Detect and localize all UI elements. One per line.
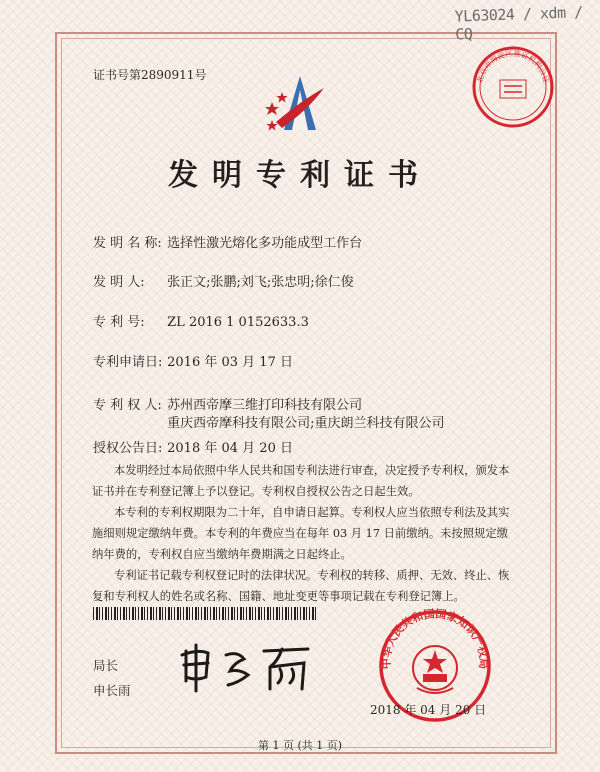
barcode: [93, 607, 318, 620]
svg-text:北京市海淀区签证机构公证: [474, 48, 552, 84]
page-number: 第 1 页 (共 1 页): [257, 739, 343, 752]
certificate-body: [92, 460, 512, 607]
patent-office-logo: [262, 70, 332, 140]
certificate-number: 证书号第2890911号: [93, 68, 207, 82]
field-invention-name: [93, 232, 362, 251]
director-title: 局长: [93, 658, 119, 673]
notary-seal-text: 北京市海淀区签证机构公证: [475, 48, 551, 84]
field-value: ZL 2016 1 0152633.3: [167, 315, 309, 330]
field-grant-date: [93, 437, 293, 456]
field-patentee: [93, 394, 362, 413]
director-name: 申长雨: [93, 683, 131, 698]
field-label: 授权公告日:: [93, 441, 163, 456]
field-value: 选择性激光熔化多功能成型工作台: [167, 236, 363, 251]
field-value: 张正文;张鹏;刘飞;张忠明;徐仁俊: [167, 275, 354, 290]
field-label: 专 利 号:: [93, 315, 145, 330]
field-patent-number: [93, 311, 309, 330]
field-application-date: [93, 351, 293, 370]
field-inventors: [93, 271, 354, 290]
body-paragraph: 本发明经过本局依照中华人民共和国专利法进行审查，决定授予专利权，颁发本证书并在专利登记簿上予以登记。专利权自授权公告之日起生效。: [92, 464, 510, 498]
field-value: 2016 年 03 月 17 日: [167, 355, 293, 370]
field-value: 苏州西帝摩三维打印科技有限公司: [167, 398, 363, 413]
field-label: 专利申请日:: [93, 355, 163, 370]
field-label: 发 明 名 称:: [93, 236, 162, 251]
field-label: 专 利 权 人:: [93, 398, 162, 413]
director-signature: [178, 641, 318, 695]
field-value: 重庆西帝摩科技有限公司;重庆朗兰科技有限公司: [167, 416, 445, 431]
official-seal-text: 中华人民共和国国家知识产权局: [379, 608, 491, 670]
handwritten-annotation: YL63024 / xdm / CQ: [454, 3, 583, 44]
field-value: 2018 年 04 月 20 日: [167, 441, 293, 456]
field-label: 发 明 人:: [93, 275, 145, 290]
body-paragraph: 专利证书记载专利权登记时的法律状况。专利权的转移、质押、无效、终止、恢复和专利权人的姓名或名称、国籍、地址变更等事项记载在专利登记簿上。: [92, 569, 510, 603]
body-paragraph: 本专利的专利权期限为二十年，自申请日起算。专利权人应当依照专利法及其实施细则规定缴纳年费。本专利的年费应当在每年 03 月 17 日前缴纳。未按照规定缴纳年费的，专利权自应当缴纳年费期满之日起终止。: [92, 506, 510, 561]
field-patentee-line2: [93, 412, 445, 431]
seal-date: 2018 年 04 月 20 日: [370, 703, 487, 717]
notary-seal: [470, 44, 556, 130]
page-title: 发明专利证书: [168, 158, 432, 193]
